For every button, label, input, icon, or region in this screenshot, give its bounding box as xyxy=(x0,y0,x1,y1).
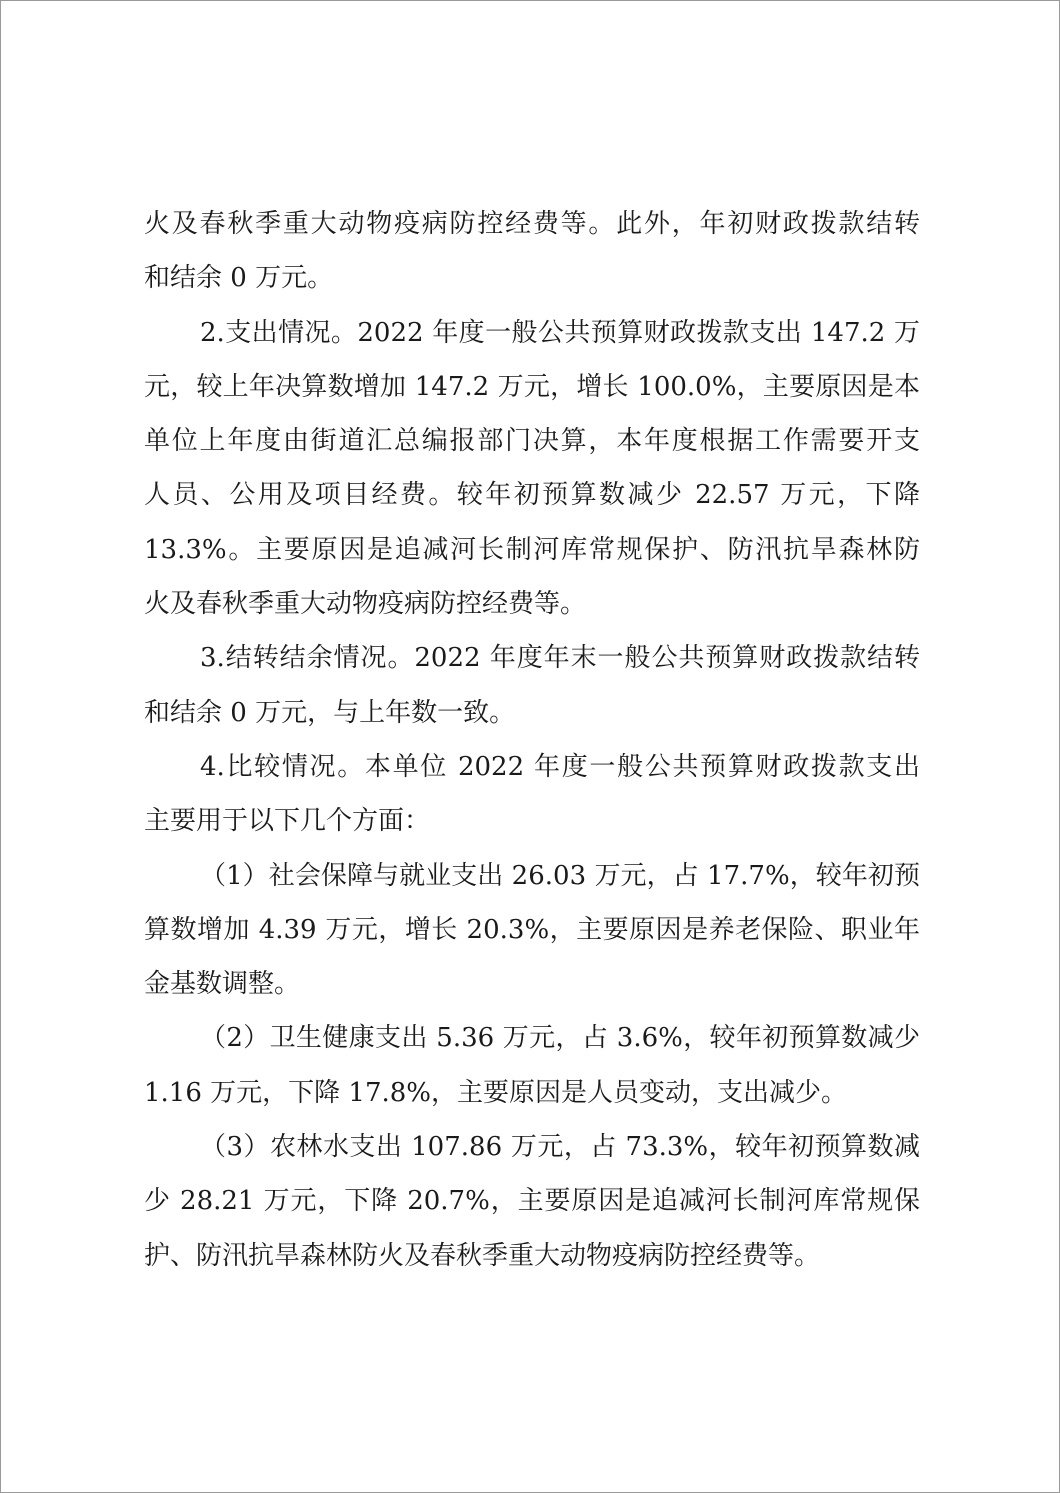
text-line: 人员、公用及项目经费。较年初预算数减少 22.57 万元，下降 xyxy=(144,480,920,511)
text-line: 1.16 万元，下降 17.8%，主要原因是人员变动，支出减少。 xyxy=(144,1077,848,1108)
paragraph-heading-line: 2.支出情况。2022 年度一般公共预算财政拨款支出 147.2 万 xyxy=(200,317,920,348)
paragraph-heading-line: 3.结转结余情况。2022 年度年末一般公共预算财政拨款结转 xyxy=(200,643,920,674)
text-line: 和结余 0 万元。 xyxy=(144,263,334,294)
text-line: 和结余 0 万元，与上年数一致。 xyxy=(144,697,516,728)
text-line: 护、防汛抗旱森林防火及春秋季重大动物疫病防控经费等。 xyxy=(144,1240,821,1271)
text-line: 少 28.21 万元，下降 20.7%，主要原因是追减河长制河库常规保 xyxy=(144,1186,920,1217)
text-line: 单位上年度由街道汇总编报部门决算，本年度根据工作需要开支 xyxy=(144,426,920,457)
text-line: 元，较上年决算数增加 147.2 万元，增长 100.0%，主要原因是本 xyxy=(144,371,920,402)
text-line: 算数增加 4.39 万元，增长 20.3%，主要原因是养老保险、职业年 xyxy=(144,914,920,945)
text-line: 13.3%。主要原因是追减河长制河库常规保护、防汛抗旱森林防 xyxy=(144,534,920,565)
list-item-line: （3）农林水支出 107.86 万元，占 73.3%，较年初预算数减 xyxy=(200,1132,920,1163)
text-line: 火及春秋季重大动物疫病防控经费等。 xyxy=(144,589,587,620)
text-line: 主要用于以下几个方面： xyxy=(144,806,431,837)
document-body xyxy=(144,197,920,1283)
text-line: 金基数调整。 xyxy=(144,969,301,1000)
list-item-line: （2）卫生健康支出 5.36 万元，占 3.6%，较年初预算数减少 xyxy=(200,1023,920,1054)
text-line: 火及春秋季重大动物疫病防控经费等。此外，年初财政拨款结转 xyxy=(144,209,920,239)
list-item-line: （1）社会保障与就业支出 26.03 万元，占 17.7%，较年初预 xyxy=(200,860,920,891)
paragraph-heading-line: 4.比较情况。本单位 2022 年度一般公共预算财政拨款支出 xyxy=(200,751,920,782)
